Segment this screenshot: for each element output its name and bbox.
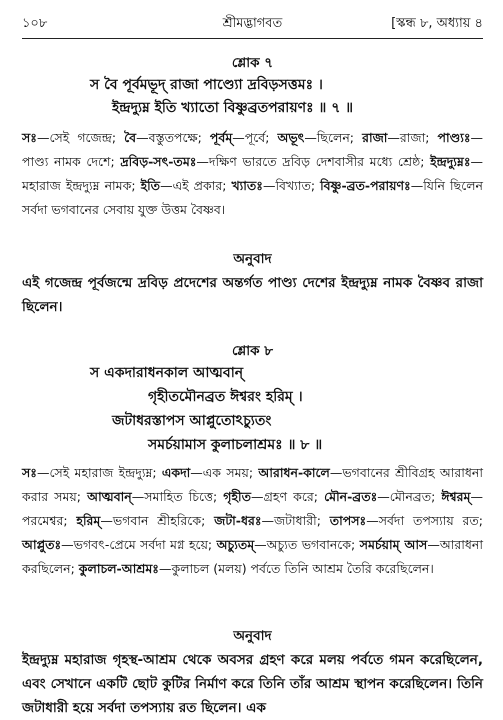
verse-8-heading: শ্লোক ৮ — [231, 343, 274, 359]
synonym-word: তাপসঃ — [329, 513, 367, 528]
synonym-meaning: —সমাহিত চিত্তে; — [131, 489, 224, 504]
synonym-meaning: —আরাধনা করছিলেন; — [22, 537, 483, 576]
synonym-meaning: —সর্বদা তপস্যায় রত; — [366, 513, 483, 528]
synonym-word: খ্যাতঃ — [231, 178, 263, 193]
synonym-meaning: —কুলাচল (মলয়) পর্বতে তিনি আশ্রম তৈরি করেছিলেন। — [158, 561, 434, 576]
synonym-meaning: —বস্তুতপক্ষে; — [136, 130, 210, 145]
verse-7-translation: এই গজেন্দ্র পূর্বজন্মে দ্রবিড় প্রদেশের অন্তর্গত পাণ্ড্য দেশের ইন্দ্রদ্যুম্ন নামক বৈষ্ণব রাজা ছিলেন। — [22, 275, 483, 315]
verse-8-translation-heading: অনুবাদ — [233, 628, 272, 644]
synonym-word: জটা-ধরঃ — [214, 513, 262, 528]
chapter-reference: [স্কন্ধ ৮, অধ্যায় ৪ — [391, 16, 483, 31]
synonym-word: কুলাচল-আশ্রমঃ — [78, 561, 159, 576]
synonym-meaning: —ছিলেন; — [304, 130, 363, 145]
synonym-word: আরাধন-কালে — [258, 465, 330, 480]
synonym-word: সমর্চয়াম্ আস — [359, 537, 428, 552]
synonym-meaning: —গ্রহণ করে; — [251, 489, 325, 504]
header-divider — [22, 38, 483, 39]
synonym-word: পূর্বম্ — [209, 130, 233, 145]
synonym-word: অভূৎ — [277, 130, 305, 145]
synonym-meaning: —অচ্যুত ভগবানকে; — [254, 537, 360, 552]
synonym-word: অচ্যুতম্ — [216, 537, 255, 552]
verse-8-line: জটাধরস্তাপস আপ্লুতোঽচ্যুতং — [112, 413, 272, 429]
synonym-meaning: —দক্ষিণ ভারতে দ্রবিড় দেশবাসীর মধ্যে শ্রেষ্ঠ; — [196, 154, 431, 169]
verse-7-line: ইন্দ্রদ্যুম্ন ইতি খ্যাতো বিষ্ণুব্রতপরায়ণঃ ॥ ৭ ॥ — [112, 100, 354, 116]
synonym-word: দ্রবিড়-সৎ-তমঃ — [120, 154, 197, 169]
verse-7-line: স বৈ পূর্বমভূদ্‌ রাজা পাণ্ড্যো দ্রবিড়সত্তমঃ । — [90, 77, 323, 93]
synonym-word: ইতি — [140, 178, 161, 193]
page-header — [22, 14, 483, 36]
synonym-word: গৃহীত — [223, 489, 252, 504]
synonym-meaning: —ভগবানের শ্রীবিগ্রহ আরাধনা করার সময়; — [22, 465, 483, 504]
synonym-word: একদা — [161, 465, 191, 480]
synonym-word: মৌন-ব্রতঃ — [324, 489, 378, 504]
verse-8-line: সমর্চয়ামাস কুলাচলাশ্রমঃ ॥ ৮ ॥ — [148, 437, 323, 453]
synonym-meaning: —ভগবৎ-প্রেমে সর্বদা মগ্ন হয়ে; — [61, 537, 217, 552]
verse-8-line: গৃহীতমৌনব্রত ঈশ্বরং হরিম্‌ । — [148, 389, 303, 405]
synonym-meaning: —সেই মহারাজ ইন্দ্রদ্যুম্ন; — [36, 465, 162, 480]
synonym-meaning: —জটাধারী; — [261, 513, 330, 528]
synonym-word: রাজা — [362, 130, 388, 145]
synonym-word: পাণ্ড্যঃ — [437, 130, 471, 145]
verse-8-synonyms — [22, 461, 483, 581]
synonym-meaning: —রাজা; — [387, 130, 438, 145]
synonym-meaning: —মৌনব্রত; — [377, 489, 442, 504]
verse-7-synonyms — [22, 126, 483, 222]
synonym-meaning: —পাণ্ড্য নামক দেশে; — [22, 130, 483, 169]
synonym-word: সঃ — [22, 465, 37, 480]
synonym-meaning: —এক সময়; — [190, 465, 259, 480]
verse-7-heading: শ্লোক ৭ — [231, 55, 274, 71]
synonym-meaning: —এই প্রকার; — [160, 178, 232, 193]
synonym-word: হরিম্ — [76, 513, 101, 528]
synonym-word: ইন্দ্রদ্যুম্নঃ — [430, 154, 471, 169]
synonym-word: ঈশ্বরম্ — [441, 489, 471, 504]
verse-8-translation: ইন্দ্রদ্যুম্ন মহারাজ গৃহস্থ-আশ্রম থেকে অবসর গ্রহণ করে মলয় পর্বতে গমন করেছিলেন, এবং সেখানে একটি ছোট কুটির নির্মাণ করে তিনি তাঁর আশ্রম স্থাপন করেছিলেন। তিনি জটাধারী হয়ে সর্বদা তপস্যায় রত ছিলেন। এক — [22, 652, 483, 716]
book-title: শ্রীমদ্ভাগবত — [222, 16, 283, 31]
synonym-word: আপ্লুতঃ — [22, 537, 62, 552]
synonym-word: সঃ — [22, 130, 37, 145]
synonym-meaning: —ভগবান শ্রীহরিকে; — [100, 513, 215, 528]
synonym-meaning: —পূর্বে; — [232, 130, 278, 145]
synonym-word: বিষ্ণু-ব্রত-পরায়ণঃ — [320, 178, 411, 193]
synonym-meaning: —মহারাজ ইন্দ্রদ্যুম্ন নামক; — [22, 154, 483, 193]
page-number: ১০৮ — [22, 16, 48, 31]
synonym-meaning: —বিখ্যাত; — [262, 178, 321, 193]
synonym-meaning: —পরমেশ্বর; — [22, 489, 484, 528]
synonym-word: বৈ — [124, 130, 137, 145]
verse-7-translation-heading: অনুবাদ — [233, 251, 272, 267]
synonym-word: আত্মবান্ — [87, 489, 132, 504]
synonym-meaning: —যিনি ছিলেন সর্বদা ভগবানের সেবায় যুক্ত উত্তম বৈষ্ণব। — [22, 178, 483, 217]
verse-8-line: স একদারাধনকাল আত্মবান্ — [90, 365, 244, 381]
synonym-meaning: —সেই গজেন্দ্র; — [36, 130, 125, 145]
